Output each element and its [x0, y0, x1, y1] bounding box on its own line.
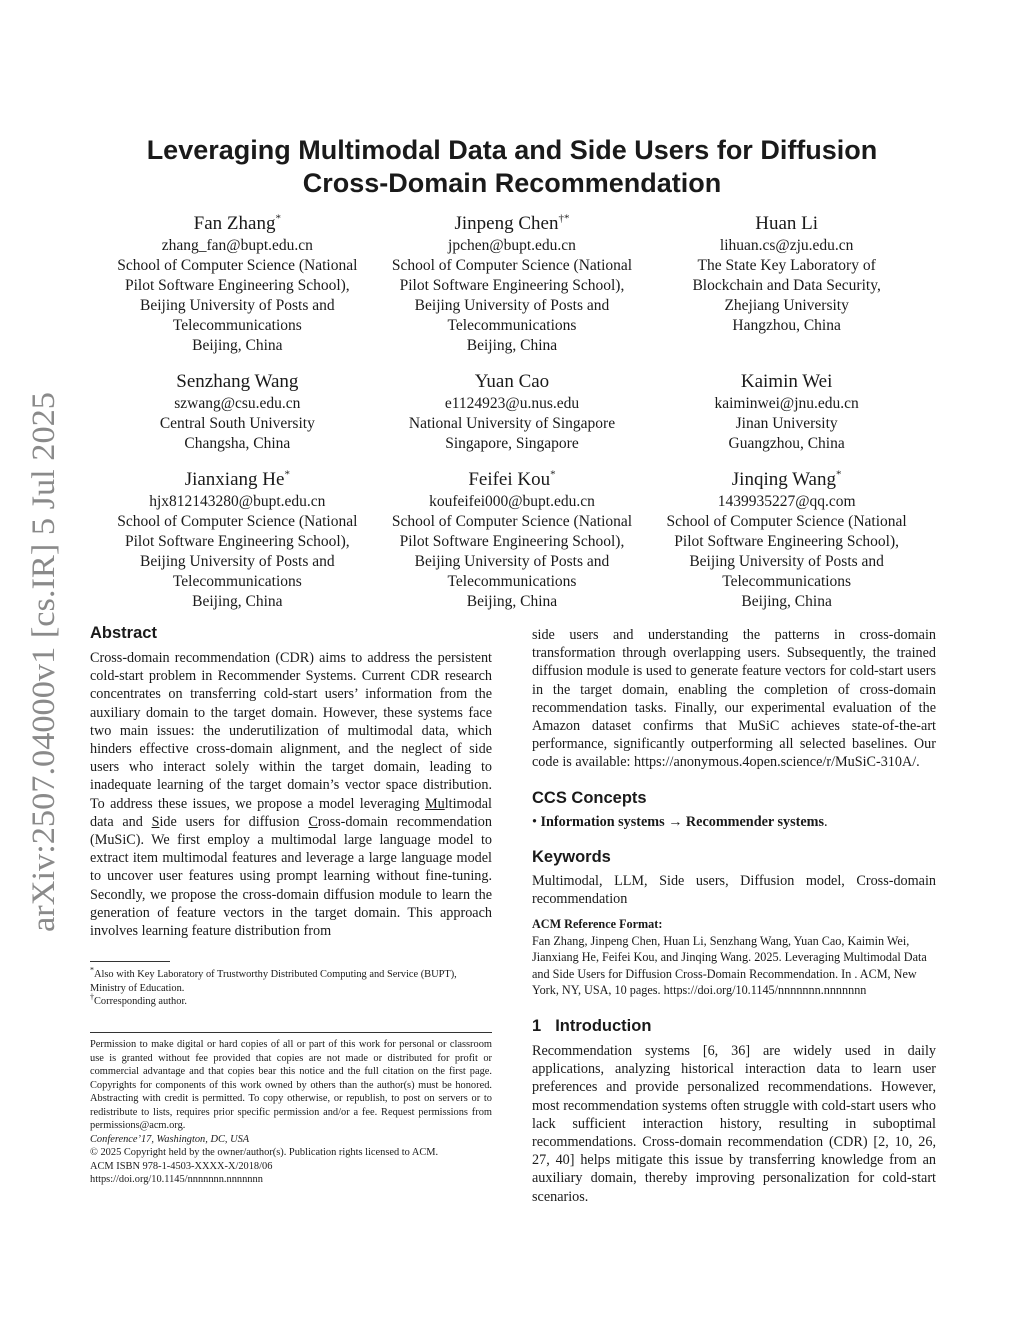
keywords-text: Multimodal, LLM, Side users, Diffusion model, Cross-domain recommendation: [532, 873, 936, 908]
author-affiliation: Blockchain and Data Security,: [692, 277, 881, 294]
author-block: [649, 370, 924, 454]
author-affiliation: School of Computer Science (National: [391, 513, 633, 530]
author-affiliation: Pilot Software Engineering School),: [674, 533, 899, 550]
intro-body: [532, 1042, 936, 1206]
author-affiliation: Telecommunications: [447, 317, 577, 334]
footnotes: [90, 965, 492, 1009]
author-location: Beijing, China: [466, 337, 558, 354]
author-name: Jianxiang He*: [184, 468, 290, 490]
acm-reference-text: Fan Zhang, Jinpeng Chen, Huan Li, Senzhang Wang, Yuan Cao, Kaimin Wei, Jianxiang He, Feifei Kou, and Jinqing Wang. 2025. Leveraging Multimodal Data and Side Users for Diffusion Cross-Domain Recommendation. In . ACM, New York, NY, USA, 10 pages. https://doi.org/10.1145/nnnnnnn.nnnnnnn: [532, 933, 927, 998]
author-block: [100, 212, 375, 356]
author-affiliation: Central South University: [159, 415, 315, 432]
author-location: Hangzhou, China: [732, 317, 841, 334]
doi-line: https://doi.org/10.1145/nnnnnnn.nnnnnnn: [90, 1174, 263, 1185]
abstract-body: [90, 649, 492, 940]
conference-line: Conference’17, Washington, DC, USA: [90, 1133, 250, 1145]
author-name: Jinqing Wang*: [731, 468, 842, 490]
keywords-heading: Keywords: [532, 848, 611, 866]
author-affiliation: The State Key Laboratory of: [697, 257, 876, 274]
author-email: e1124923@u.nus.edu: [444, 395, 580, 412]
author-location: Beijing, China: [192, 593, 283, 610]
author-email: 1439935227@qq.com: [717, 493, 856, 510]
author-block: [100, 468, 375, 612]
author-location: Beijing, China: [741, 593, 832, 610]
author-affiliation: School of Computer Science (National: [117, 257, 358, 274]
author-email: hjx812143280@bupt.edu.cn: [149, 493, 326, 510]
intro-title: Introduction: [555, 1017, 652, 1035]
author-name: Feifei Kou*: [468, 468, 556, 490]
isbn-line: ACM ISBN 978-1-4503-XXXX-X/2018/06: [90, 1160, 273, 1172]
author-name: Huan Li: [755, 213, 819, 234]
author-row-3: [100, 468, 924, 612]
author-location: Changsha, China: [184, 435, 291, 452]
author-email: kaiminwei@jnu.edu.cn: [714, 395, 859, 412]
intro-heading: [532, 1017, 651, 1036]
author-affiliation: Beijing University of Posts and: [140, 297, 335, 314]
permission-block: [90, 1038, 492, 1187]
author-affiliation: Pilot Software Engineering School),: [124, 533, 350, 550]
title-line-2: Cross-Domain Recommendation: [302, 168, 722, 198]
author-affiliation: Pilot Software Engineering School),: [399, 277, 625, 294]
author-affiliation: Jinan University: [735, 415, 838, 432]
author-row-2: [100, 370, 924, 454]
author-affiliation: Beijing University of Posts and: [689, 553, 884, 570]
author-block: [649, 468, 924, 612]
author-row-1: [100, 212, 924, 356]
author-block: [375, 468, 650, 612]
author-affiliation: School of Computer Science (National: [117, 513, 358, 530]
author-affiliation: Telecommunications: [722, 573, 852, 590]
author-affiliation: Telecommunications: [172, 573, 302, 590]
ccs-item: • Information systems → Recommender systems.: [532, 814, 828, 830]
footnote-2: †Corresponding author.: [90, 992, 187, 1007]
author-email: zhang_fan@bupt.edu.cn: [161, 237, 313, 254]
paper-title: [90, 134, 934, 200]
author-email: koufeifei000@bupt.edu.cn: [429, 493, 595, 510]
abstract-continued: [532, 626, 936, 772]
copyright-line: © 2025 Copyright held by the owner/author(s). Publication rights licensed to ACM.: [90, 1147, 439, 1158]
author-email: jpchen@bupt.edu.cn: [448, 237, 576, 254]
title-line-1: Leveraging Multimodal Data and Side Users for Diffusion: [146, 135, 878, 165]
author-location: Beijing, China: [192, 337, 283, 354]
author-affiliation: Beijing University of Posts and: [414, 553, 610, 570]
permission-rule: [90, 1032, 492, 1033]
author-affiliation: School of Computer Science (National: [391, 257, 633, 274]
author-block: [100, 370, 375, 454]
author-affiliation: Beijing University of Posts and: [414, 297, 610, 314]
author-name: Senzhang Wang: [176, 371, 299, 392]
author-name: Jinpeng Chen†*: [454, 212, 570, 234]
ccs-body: [532, 813, 936, 831]
author-affiliation: Pilot Software Engineering School),: [399, 533, 625, 550]
intro-paragraph: Recommendation systems [6, 36] are widely used in daily applications, analyzing historical interaction data to learn user preferences and provide personalized recommendations. However, most recommendation systems often struggle with cold-start users who lack sufficient interaction history, resulting in suboptimal recommendations. Cross-domain recommendation (CDR) [2, 10, 26, 27, 40] helps mitigate this issue by transferring knowledge from an auxiliary domain, thereby improving personalization for cold-start scenarios.: [532, 1043, 936, 1205]
abstract-heading: Abstract: [90, 624, 157, 642]
author-affiliation: Beijing University of Posts and: [140, 553, 335, 570]
author-block: [375, 370, 650, 454]
acm-reference-heading: ACM Reference Format:: [532, 917, 663, 931]
author-location: Beijing, China: [466, 593, 558, 610]
author-affiliation: National University of Singapore: [408, 415, 616, 432]
author-email: szwang@csu.edu.cn: [174, 395, 301, 412]
abstract-paragraph: Cross-domain recommendation (CDR) aims to address the persistent cold-start problem in Recommender Systems. Current CDR research concentrates on transferring cold-start users’ information from the auxiliary domain to the target domain. However, these systems face two main issues: the underutilization of multimodal data, which hinders effective cross-domain alignment, and the neglect of side users who interact solely within the target domain, leading to inadequate learning of the target domain’s vector space distribution. To address these issues, we propose a model leveraging Multimodal data and Side users for diffusion Cross-domain recommendation (MuSiC). We first employ a multimodal large language model to extract item multimodal features and leverage a large language model to uncover user features using prompt learning without fine-tuning. Secondly, we propose the cross-domain diffusion module to learn the generation of feature vectors in the target domain. This approach involves learning feature distribution from: [90, 650, 492, 940]
permission-text: Permission to make digital or hard copies of all or part of this work for personal or classroom use is granted without fee provided that copies are not made or distributed for profit or commercial advantage and that copies bear this notice and the full citation on the first page. Copyrights for components of this work owned by others than the author(s) must be honored. Abstracting with credit is permitted. To copy otherwise, or republish, to post on servers or to redistribute to lists, requires prior specific permission and/or a fee. Request permissions from permissions@acm.org.: [90, 1039, 492, 1131]
author-affiliation: Telecommunications: [447, 573, 577, 590]
author-affiliation: Zhejiang University: [724, 297, 849, 314]
abstract-continued-text: side users and understanding the patterns in cross-domain transformation through overlapping users. Subsequently, the trained diffusion module is used to generate feature vectors for cold-start users in the target domain, enabling the completion of cross-domain recommendation tasks. Finally, our experimental evaluation of the Amazon dataset confirms that MuSiC achieves state-of-the-art performance, significantly outperforming all selected baselines. Our code is available: https://anonymous.4open.science/r/MuSiC-310A/.: [532, 627, 936, 771]
arxiv-stamp-svg: [6, 388, 66, 936]
author-block: [649, 212, 924, 356]
intro-number: 1: [532, 1017, 542, 1035]
acm-reference: [532, 916, 936, 999]
author-block: [375, 212, 650, 356]
keywords-body: [532, 872, 936, 908]
arxiv-stamp-text: arXiv:2507.04000v1 [cs.IR] 5 Jul 2025: [26, 413, 62, 932]
footnote-rule: [90, 961, 170, 962]
author-location: Guangzhou, China: [728, 435, 845, 452]
author-email: lihuan.cs@zju.edu.cn: [719, 237, 854, 254]
author-name: Kaimin Wei: [740, 371, 833, 392]
author-location: Singapore, Singapore: [445, 435, 579, 452]
arxiv-stamp: [6, 388, 66, 936]
footnote-1: *Also with Key Laboratory of Trustworthy Distributed Computing and Service (BUPT), Ministry of Education.: [90, 965, 457, 994]
author-affiliation: Pilot Software Engineering School),: [124, 277, 350, 294]
author-name: Yuan Cao: [474, 371, 550, 392]
author-affiliation: School of Computer Science (National: [666, 513, 907, 530]
author-affiliation: Telecommunications: [172, 317, 302, 334]
author-name: Fan Zhang*: [193, 212, 281, 234]
ccs-heading: CCS Concepts: [532, 789, 647, 807]
